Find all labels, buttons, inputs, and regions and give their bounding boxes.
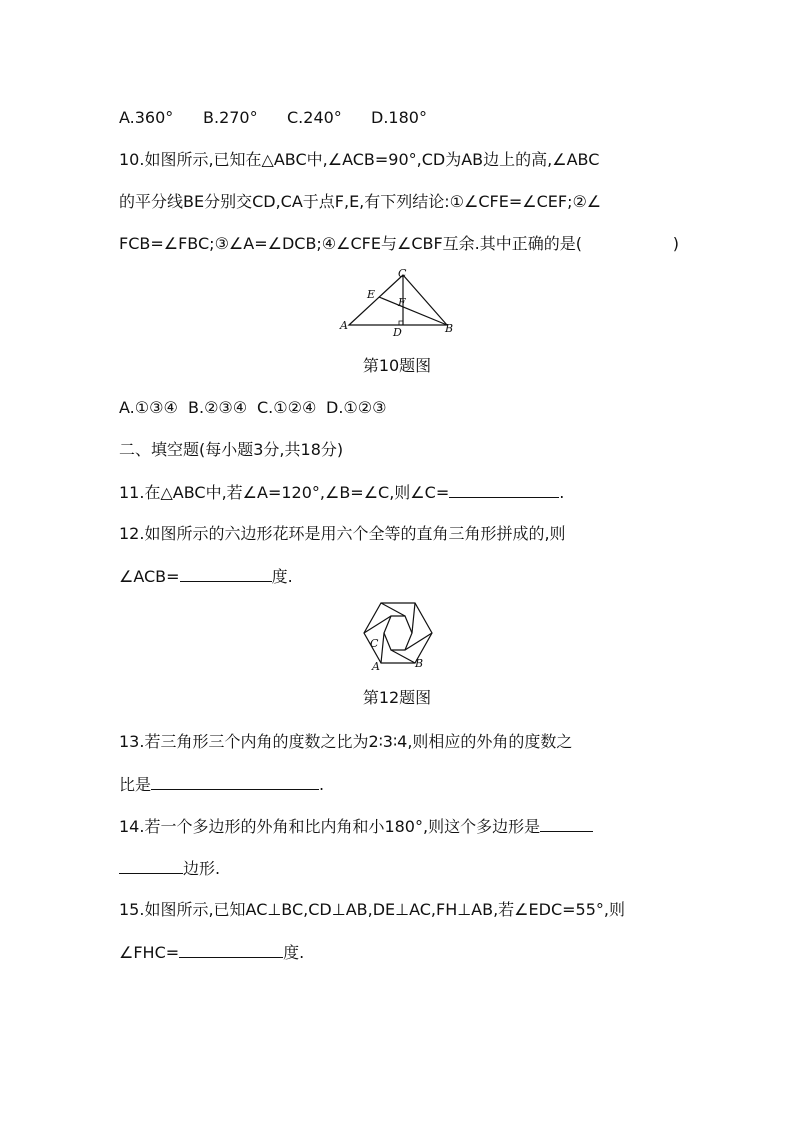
q12-line-2 <box>119 565 293 588</box>
q10-caption: 第10题图 <box>362 356 432 375</box>
q10-statement-end: FCB=∠FBC;③∠A=∠DCB;④∠CFE与∠CBF互余.其中正确的是( <box>119 234 583 253</box>
q10-option-c: C.①②④ <box>257 398 317 417</box>
q9-option-d: D.180° <box>371 108 427 127</box>
q14-line-2 <box>119 857 220 880</box>
q10-triangle-figure <box>335 266 460 340</box>
label-d: D <box>393 326 402 339</box>
q9-options <box>119 107 427 129</box>
q10-line-3 <box>119 233 679 255</box>
q10-option-d: D.①②③ <box>326 398 387 417</box>
spoke-5 <box>381 633 384 663</box>
q11-text: 11.在△ABC中,若∠A=120°,∠B=∠C,则∠C= <box>119 483 450 502</box>
inner-hexagon <box>384 616 412 650</box>
q10-option-a: A.①③④ <box>119 398 178 417</box>
q13-end: . <box>319 775 325 794</box>
q12-answer-blank[interactable] <box>180 565 272 582</box>
q15-answer-blank[interactable] <box>179 941 283 958</box>
bisector-be <box>379 297 447 325</box>
q12-caption: 第12题图 <box>362 688 432 707</box>
spoke-4 <box>391 650 415 663</box>
q9-option-c: C.240° <box>287 108 342 127</box>
q14-answer-blank-1[interactable] <box>540 815 593 832</box>
label-f: F <box>398 296 406 309</box>
label-a: A <box>340 319 348 332</box>
q11-end: . <box>559 483 565 502</box>
label-c: C <box>370 637 379 650</box>
q9-option-a: A.360° <box>119 108 174 127</box>
q14-text: 14.若一个多边形的外角和比内角和小180°,则这个多边形是 <box>119 817 541 836</box>
label-b: B <box>445 322 454 335</box>
q11-line <box>119 481 564 504</box>
q9-option-b: B.270° <box>203 108 258 127</box>
section-heading: 二、填空题(每小题3分,共18分) <box>119 440 344 459</box>
q10-line-1: 10.如图所示,已知在△ABC中,∠ACB=90°,CD为AB边上的高,∠ABC <box>119 150 600 169</box>
q12-angle: ∠ACB= <box>119 567 180 586</box>
spoke-2 <box>412 603 415 633</box>
q15-line-2 <box>119 941 304 964</box>
answer-paren-close: ) <box>672 234 679 253</box>
label-b: B <box>415 657 424 670</box>
q12-line-1: 12.如图所示的六边形花环是用六个全等的直角三角形拼成的,则 <box>119 524 566 543</box>
q13-line-1: 13.若三角形三个内角的度数之比为2∶3∶4,则相应的外角的度数之 <box>119 732 573 751</box>
q10-line-2: 的平分线BE分别交CD,CA于点F,E,有下列结论:①∠CFE=∠CEF;②∠ <box>119 192 602 211</box>
q11-answer-blank[interactable] <box>449 481 559 498</box>
q15-unit: 度. <box>283 943 305 962</box>
q14-line-1 <box>119 815 593 838</box>
q15-line-1: 15.如图所示,已知AC⊥BC,CD⊥AB,DE⊥AC,FH⊥AB,若∠EDC=55°,则 <box>119 900 625 919</box>
q10-options <box>119 397 386 419</box>
right-angle-mark <box>399 321 403 325</box>
label-c: C <box>398 267 407 280</box>
label-a: A <box>372 660 380 673</box>
q12-unit: 度. <box>271 567 293 586</box>
q12-hexagon-figure <box>358 597 438 673</box>
q10-option-b: B.②③④ <box>188 398 248 417</box>
q15-angle: ∠FHC= <box>119 943 180 962</box>
spoke-1 <box>381 603 405 616</box>
q13-line-2 <box>119 773 324 796</box>
label-e: E <box>367 288 376 301</box>
q14-answer-blank-2[interactable] <box>119 857 183 874</box>
q13-prefix: 比是 <box>119 775 152 794</box>
q14-unit: 边形. <box>183 859 221 878</box>
q13-answer-blank[interactable] <box>151 773 319 790</box>
